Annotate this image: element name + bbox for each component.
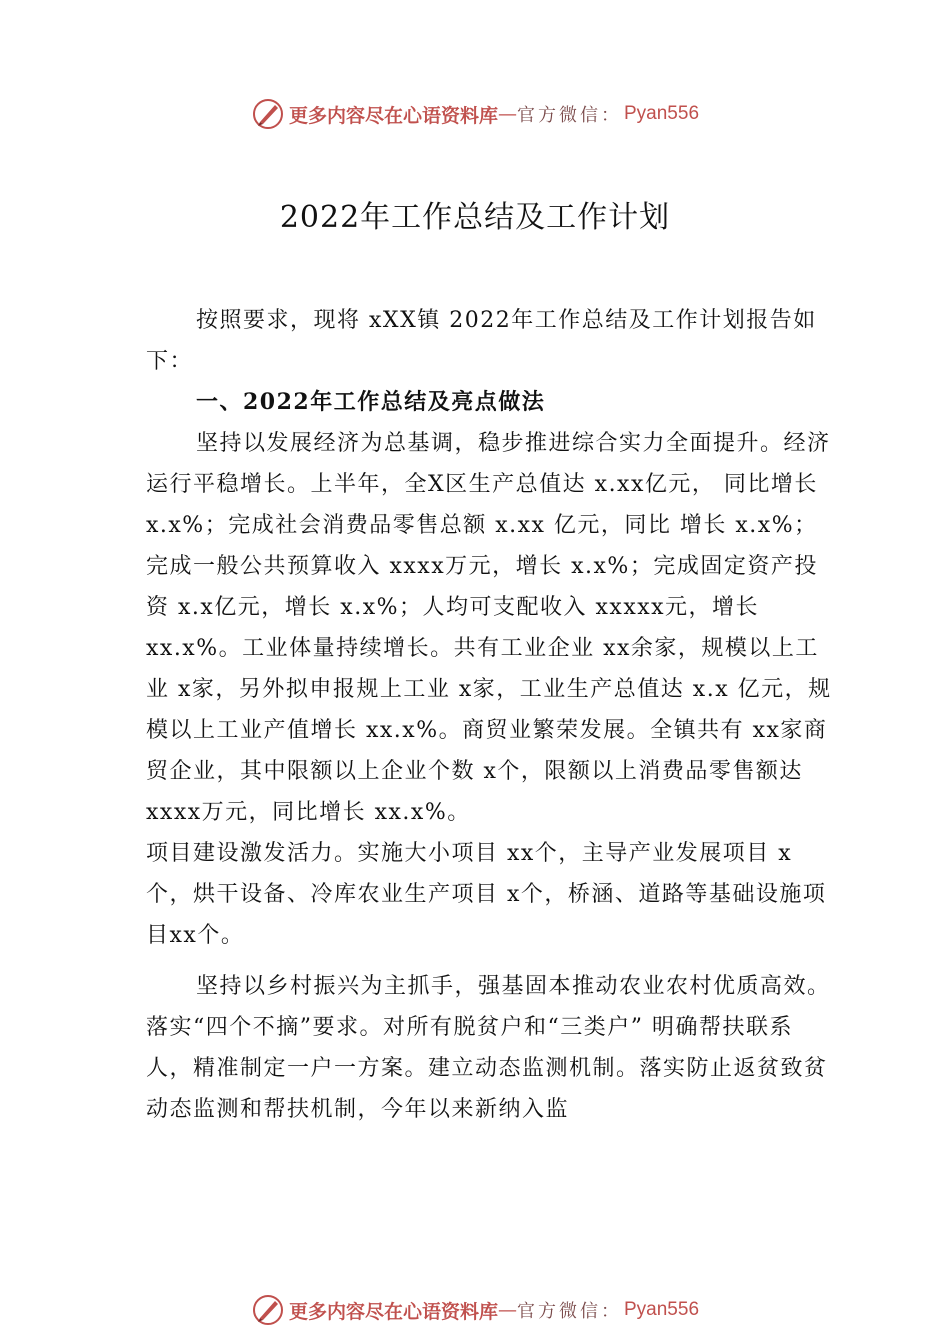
document-title: 2022年工作总结及工作计划 [279, 200, 671, 235]
banner-sub-text: 官方微信： [517, 1301, 622, 1322]
header-banner [0, 94, 950, 134]
body-paragraph: 坚持以发展经济为总基调，稳步推进综合实力全面提升。经济运行平稳增长。上半年，全X区生产总值达 x.xx亿元， 同比增长 x.x%；完成社会消费品零售总额 x.xx 亿元，同比 增长 x.x%；完成一般公共预算收入 xxxx万元，增长 x.x%；完成固定资产投资 x.x亿元，增长 x.x%；人均可支配收入 xxxxx元，增长 xx.x%。工业体量持续增长。共有工业企业 xx余家，规模以上工业 x家，另外拟申报规上工业 x家，工业生产总值达 x.x 亿元，规模以上工业产值增长 xx.x%。商贸业繁荣发展。全镇共有 xx家商贸企业，其中限额以上企业个数 x个，限额以上消费品零售额达 xxxx万元，同比增长 xx.x%。 [146, 431, 832, 825]
quill-pen-logo-icon [251, 97, 285, 131]
banner-main-text: 更多内容尽在心语资料库 [288, 1300, 498, 1323]
banner-account: Pyan556 [624, 1299, 700, 1320]
intro-paragraph: 按照要求，现将 xXX镇 2022年工作总结及工作计划报告如下： [146, 308, 817, 374]
banner-dash: — [498, 103, 517, 125]
banner-sub-text: 官方微信： [517, 105, 622, 126]
body-paragraph: 项目建设激发活力。实施大小项目 xx个，主导产业发展项目 x个，烘干设备、冷库农业生产项目 x个，桥涵、道路等基础设施项目xx个。 [146, 841, 827, 948]
footer-banner [0, 1290, 950, 1330]
body-paragraph: 坚持以乡村振兴为主抓手，强基固本推动农业农村优质高效。落实“四个不摘”要求。对所有脱贫户和“三类户” 明确帮扶联系人，精准制定一户一方案。建立动态监测机制。落实防止返贫致贫动态监测和帮扶机制，今年以来新纳入监 [146, 974, 831, 1122]
quill-pen-logo-icon [251, 1293, 285, 1327]
banner-main-text: 更多内容尽在心语资料库 [288, 104, 498, 127]
banner-dash: — [498, 1299, 517, 1321]
banner-account: Pyan556 [624, 103, 700, 124]
section-heading: 一、2022年工作总结及亮点做法 [196, 389, 546, 415]
paragraph-gap [146, 956, 836, 966]
document-body [146, 300, 836, 1130]
